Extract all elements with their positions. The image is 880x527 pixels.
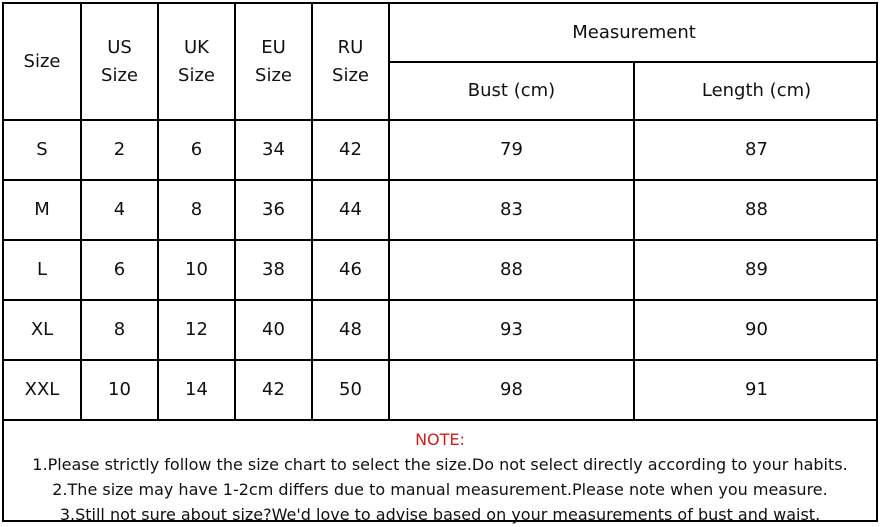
cell-length: 87 bbox=[634, 120, 878, 180]
table-row bbox=[4, 360, 878, 420]
table-row bbox=[4, 120, 878, 180]
size-rows bbox=[4, 120, 878, 420]
cell-bust: 79 bbox=[389, 120, 634, 180]
cell-ru: 42 bbox=[312, 120, 389, 180]
cell-uk: 8 bbox=[158, 180, 235, 240]
cell-bust: 88 bbox=[389, 240, 634, 300]
note-line-3: 3.Still not sure about size?We'd love to advise based on your measurements of bust and waist. bbox=[59, 505, 821, 524]
cell-length: 90 bbox=[634, 300, 878, 360]
cell-uk: 10 bbox=[158, 240, 235, 300]
header-ru-size: RU Size bbox=[312, 4, 389, 120]
note-box bbox=[4, 424, 876, 523]
header-measurement: Measurement bbox=[389, 4, 878, 62]
cell-ru: 44 bbox=[312, 180, 389, 240]
header-eu-size: EU Size bbox=[235, 4, 312, 120]
cell-size: M bbox=[4, 180, 81, 240]
table-row bbox=[4, 240, 878, 300]
cell-eu: 34 bbox=[235, 120, 312, 180]
cell-eu: 40 bbox=[235, 300, 312, 360]
cell-us: 10 bbox=[81, 360, 158, 420]
header-uk-size: UK Size bbox=[158, 4, 235, 120]
note-line-2: 2.The size may have 1-2cm differs due to manual measurement.Please note when you measure. bbox=[52, 480, 828, 499]
size-chart-table bbox=[4, 4, 878, 421]
cell-ru: 48 bbox=[312, 300, 389, 360]
cell-size: L bbox=[4, 240, 81, 300]
cell-us: 2 bbox=[81, 120, 158, 180]
note-line-1: 1.Please strictly follow the size chart to select the size.Do not select directly according to your habits. bbox=[32, 455, 848, 474]
cell-uk: 14 bbox=[158, 360, 235, 420]
table-row bbox=[4, 180, 878, 240]
header-length: Length (cm) bbox=[634, 62, 878, 120]
note-title: NOTE: bbox=[415, 430, 465, 449]
cell-length: 89 bbox=[634, 240, 878, 300]
cell-us: 4 bbox=[81, 180, 158, 240]
cell-length: 88 bbox=[634, 180, 878, 240]
cell-ru: 50 bbox=[312, 360, 389, 420]
cell-length: 91 bbox=[634, 360, 878, 420]
header-row bbox=[4, 4, 878, 62]
cell-us: 6 bbox=[81, 240, 158, 300]
cell-size: XL bbox=[4, 300, 81, 360]
cell-uk: 6 bbox=[158, 120, 235, 180]
cell-us: 8 bbox=[81, 300, 158, 360]
cell-size: S bbox=[4, 120, 81, 180]
cell-size: XXL bbox=[4, 360, 81, 420]
cell-eu: 42 bbox=[235, 360, 312, 420]
cell-uk: 12 bbox=[158, 300, 235, 360]
header-bust: Bust (cm) bbox=[389, 62, 634, 120]
size-chart-sheet bbox=[2, 2, 878, 522]
header-us-size: US Size bbox=[81, 4, 158, 120]
table-row bbox=[4, 300, 878, 360]
cell-bust: 98 bbox=[389, 360, 634, 420]
cell-ru: 46 bbox=[312, 240, 389, 300]
cell-eu: 36 bbox=[235, 180, 312, 240]
cell-bust: 83 bbox=[389, 180, 634, 240]
header-size: Size bbox=[4, 4, 81, 120]
cell-bust: 93 bbox=[389, 300, 634, 360]
cell-eu: 38 bbox=[235, 240, 312, 300]
